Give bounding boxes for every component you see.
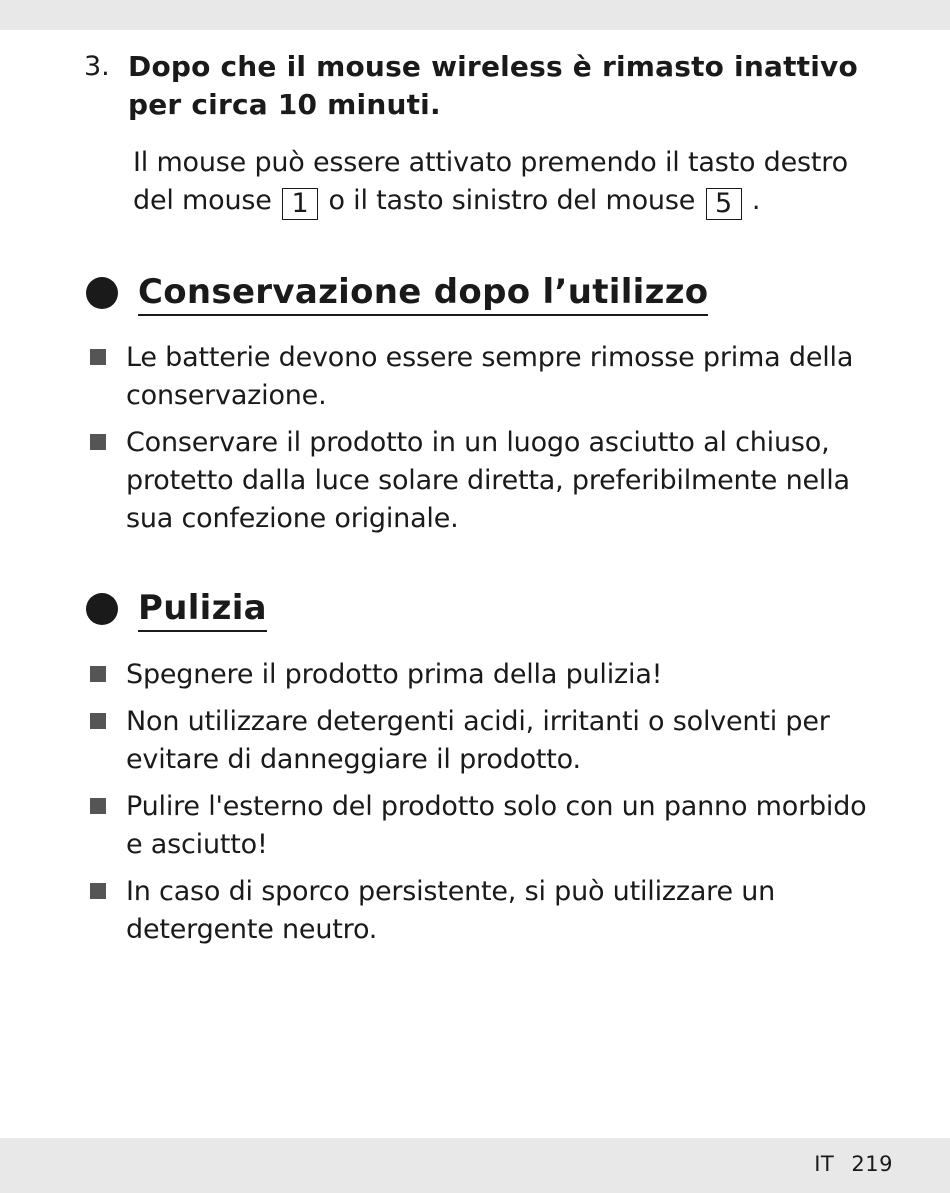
step-body	[133, 144, 884, 220]
list-item	[88, 424, 888, 538]
list-item	[88, 656, 888, 694]
square-bullet-icon	[90, 434, 106, 450]
section-cleaning-title: Pulizia	[138, 586, 267, 632]
page-footer	[814, 1152, 893, 1176]
top-band	[0, 0, 950, 30]
list-item-text: Le batterie devono essere sempre rimosse prima della conservazione.	[126, 342, 854, 411]
bullet-dot-icon	[86, 277, 118, 309]
square-bullet-icon	[90, 349, 106, 365]
list-item	[88, 873, 888, 949]
square-bullet-icon	[90, 883, 106, 899]
step-3	[84, 48, 884, 220]
page-number: 219	[851, 1152, 893, 1176]
language-code: IT	[814, 1152, 835, 1176]
section-cleaning-heading	[86, 586, 267, 632]
list-item-text: Pulire l'esterno del prodotto solo con un panno morbido e asciutto!	[126, 791, 867, 860]
square-bullet-icon	[90, 713, 106, 729]
bottom-band	[0, 1138, 950, 1193]
list-item	[88, 788, 888, 864]
step-number: 3.	[84, 51, 110, 82]
list-item-text: In caso di sporco persistente, si può utilizzare un detergente neutro.	[126, 876, 776, 945]
square-bullet-icon	[90, 798, 106, 814]
list-item	[88, 703, 888, 779]
list-item-text: Spegnere il prodotto prima della pulizia!	[126, 659, 663, 690]
storage-list	[88, 339, 888, 547]
key-reference-1: 1	[282, 188, 318, 220]
list-item-text: Non utilizzare detergenti acidi, irritanti o solventi per evitare di danneggiare il prodotto.	[126, 706, 830, 775]
cleaning-list	[88, 656, 888, 958]
step-body-part2: o il tasto sinistro del mouse	[328, 185, 696, 216]
step-title: Dopo che il mouse wireless è rimasto inattivo per circa 10 minuti.	[128, 50, 858, 121]
section-storage-title: Conservazione dopo l’utilizzo	[138, 270, 708, 316]
list-item-text: Conservare il prodotto in un luogo asciutto al chiuso, protetto dalla luce solare diretta, preferibilmente nella sua confezione originale.	[126, 427, 850, 534]
step-body-end: .	[751, 185, 761, 216]
bullet-dot-icon	[86, 593, 118, 625]
list-item	[88, 339, 888, 415]
key-reference-5: 5	[706, 188, 742, 220]
step-body-part1: Il mouse può essere attivato premendo il tasto destro del mouse	[133, 147, 848, 216]
section-storage-heading	[86, 270, 708, 316]
square-bullet-icon	[90, 666, 106, 682]
